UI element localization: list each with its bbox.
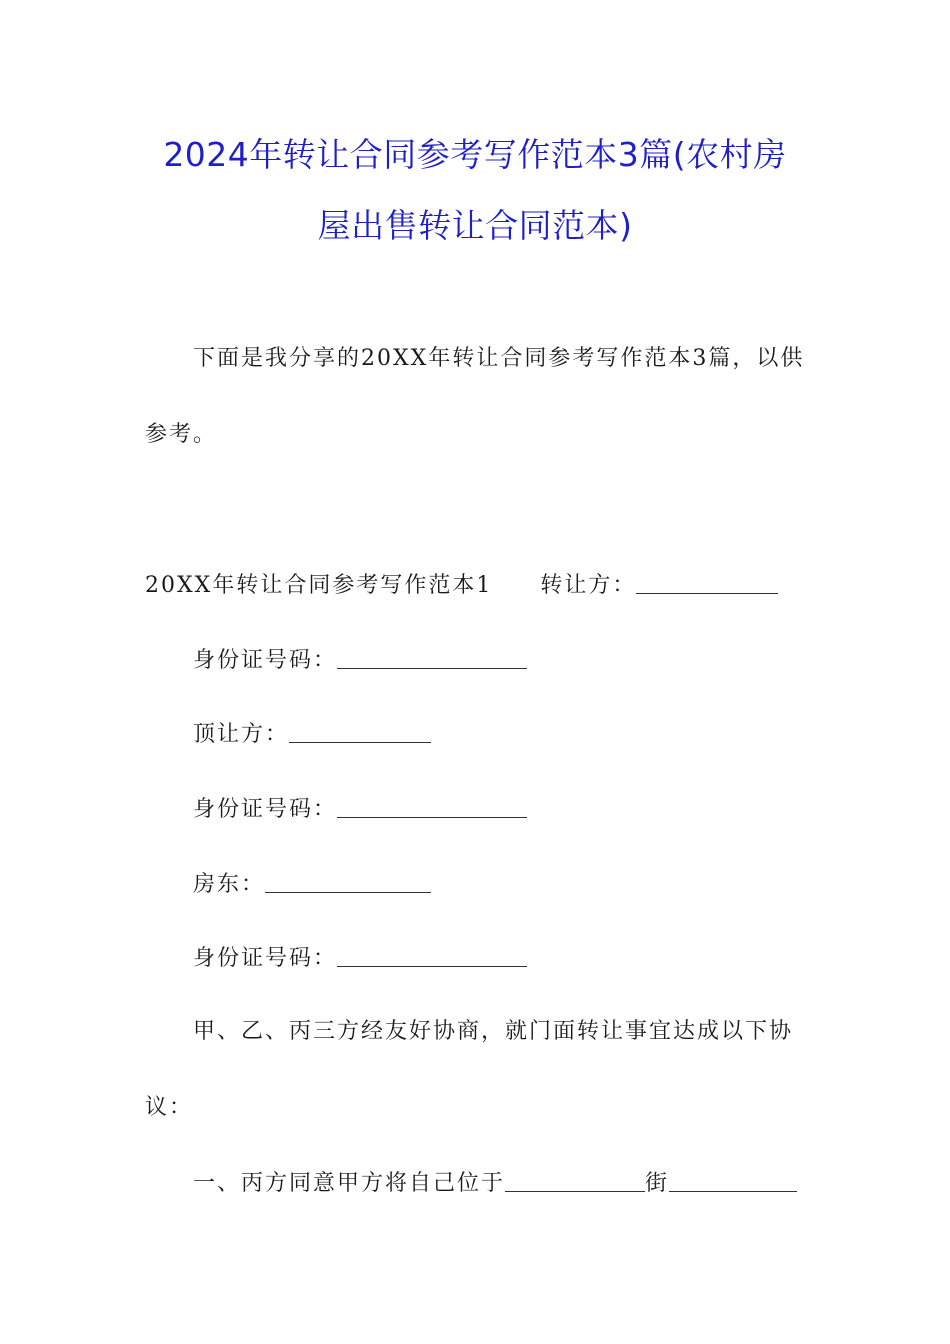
id-number-label: 身份证号码：	[193, 946, 338, 971]
id-number-blank	[337, 946, 527, 967]
agreement-paragraph-line-2: 议：	[145, 1095, 194, 1120]
id-number-blank	[337, 648, 527, 669]
section-1-heading-row	[145, 573, 778, 597]
landlord-blank	[265, 872, 431, 893]
transferor-label: 转让方：	[540, 573, 637, 598]
field-row	[193, 946, 527, 970]
field-row	[193, 648, 527, 672]
street-blank	[669, 1171, 797, 1192]
id-number-label: 身份证号码：	[193, 648, 338, 673]
section-1-heading: 20XX年转让合同参考写作范本1	[145, 573, 493, 598]
document-title-line-1: 2024年转让合同参考写作范本3篇(农村房	[163, 135, 787, 174]
document-title-line-2: 屋出售转让合同范本)	[317, 206, 633, 245]
field-row	[193, 722, 431, 746]
field-row	[193, 797, 527, 821]
agreement-paragraph-line-1: 甲、乙、丙三方经友好协商，就门面转让事宜达成以下协	[193, 1019, 794, 1044]
clause-1-text: 一、丙方同意甲方将自己位于	[193, 1171, 506, 1196]
transferee-blank	[289, 722, 431, 743]
landlord-label: 房东：	[193, 872, 266, 897]
street-label: 街	[645, 1171, 670, 1196]
intro-paragraph-line-2: 参考。	[145, 422, 218, 447]
transferor-blank	[636, 573, 778, 594]
id-number-label: 身份证号码：	[193, 797, 338, 822]
transferee-label: 顶让方：	[193, 722, 290, 747]
id-number-blank	[337, 797, 527, 818]
location-blank	[505, 1171, 645, 1192]
intro-paragraph-line-1: 下面是我分享的20XX年转让合同参考写作范本3篇，以供	[193, 346, 805, 371]
clause-1-row	[193, 1171, 797, 1195]
field-row	[193, 872, 431, 896]
